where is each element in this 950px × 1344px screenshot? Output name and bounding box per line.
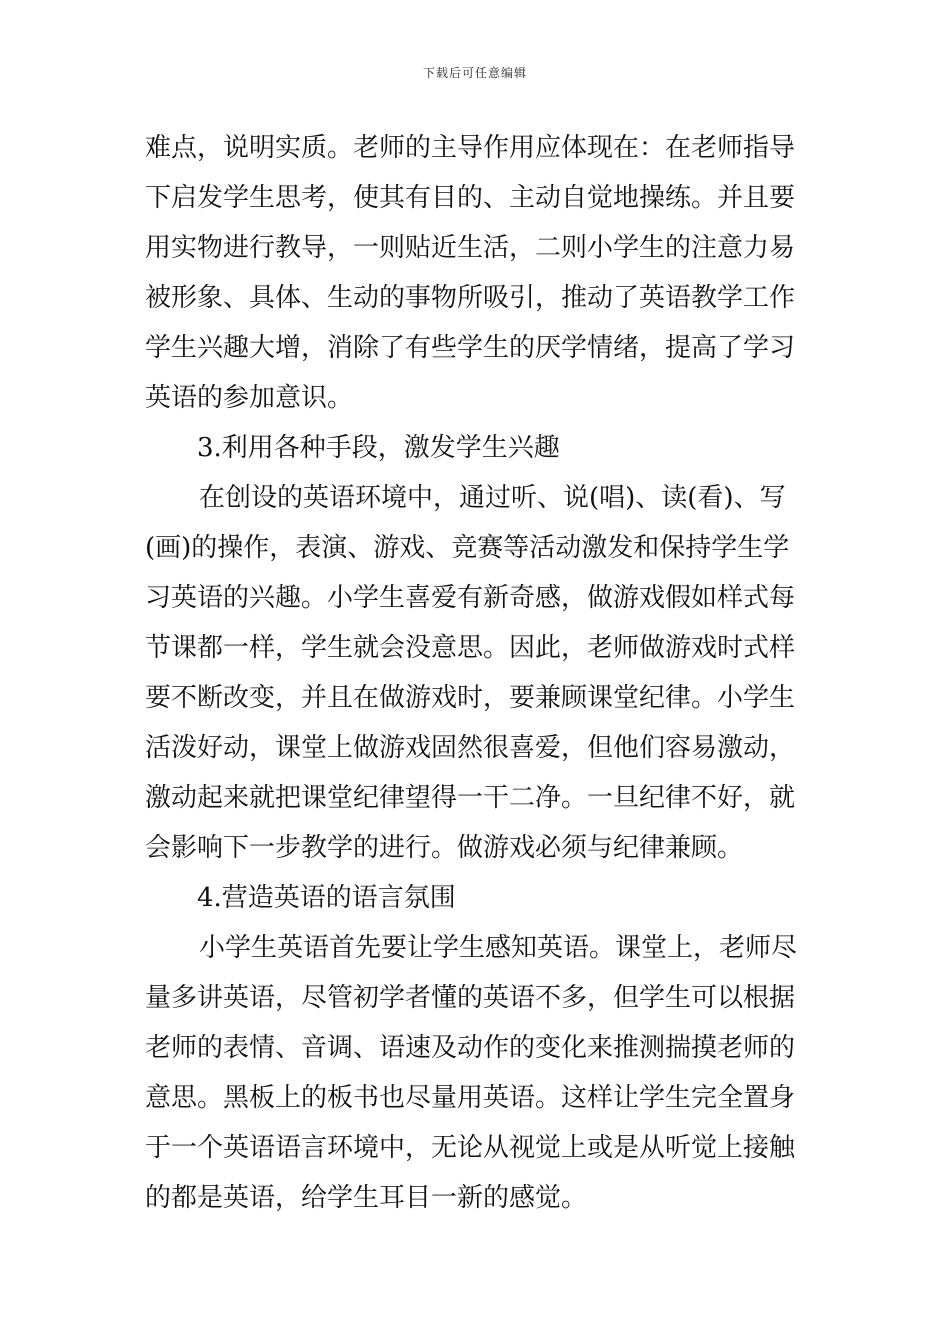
paragraph-line: 节课都一样，学生就会没意思。因此，老师做游戏时式样	[145, 633, 796, 663]
paragraph-line: 激动起来就把课堂纪律望得一干二净。一旦纪律不好，就	[145, 783, 796, 813]
paragraph-line: 会影响下一步教学的进行。做游戏必须与纪律兼顾。	[145, 833, 744, 863]
paragraph-line: 的都是英语，给学生耳目一新的感觉。	[145, 1183, 588, 1213]
paragraph-line: 习英语的兴趣。小学生喜爱有新奇感，做游戏假如样式每	[145, 583, 796, 613]
paragraph-line: 学生兴趣大增，消除了有些学生的厌学情绪，提高了学习	[145, 333, 796, 363]
paragraph-line: 老师的表情、音调、语速及动作的变化来推测揣摸老师的	[145, 1033, 796, 1063]
paragraph-line: 要不断改变，并且在做游戏时，要兼顾课堂纪律。小学生	[145, 683, 796, 713]
paragraph-line: 于一个英语语言环境中，无论从视觉上或是从听觉上接触	[145, 1133, 796, 1163]
paragraph-line: 被形象、具体、生动的事物所吸引，推动了英语教学工作	[145, 283, 796, 313]
paragraph-line: 用实物进行教导，一则贴近生活，二则小学生的注意力易	[145, 233, 796, 263]
paragraph-line: 在创设的英语环境中，通过听、说(唱)、读(看)、写	[199, 483, 786, 513]
paragraph-line: 英语的参加意识。	[145, 383, 354, 413]
paragraph-line: 下启发学生思考，使其有目的、主动自觉地操练。并且要	[145, 183, 796, 213]
paragraph-line: 难点，说明实质。老师的主导作用应体现在：在老师指导	[145, 133, 796, 163]
paragraph-line: 意思。黑板上的板书也尽量用英语。这样让学生完全置身	[145, 1083, 796, 1113]
section-heading: 4.营造英语的语言氛围	[197, 883, 456, 913]
paragraph-line: 活泼好动，课堂上做游戏固然很喜爱，但他们容易激动，	[145, 733, 796, 763]
paragraph-line: (画)的操作，表演、游戏、竞赛等活动激发和保持学生学	[145, 533, 790, 563]
page-header: 下载后可任意编辑	[422, 66, 527, 80]
paragraph-line: 量多讲英语，尽管初学者懂的英语不多，但学生可以根据	[145, 983, 796, 1013]
section-heading: 3.利用各种手段，激发学生兴趣	[197, 433, 560, 463]
paragraph-line: 小学生英语首先要让学生感知英语。课堂上，老师尽	[199, 933, 798, 963]
